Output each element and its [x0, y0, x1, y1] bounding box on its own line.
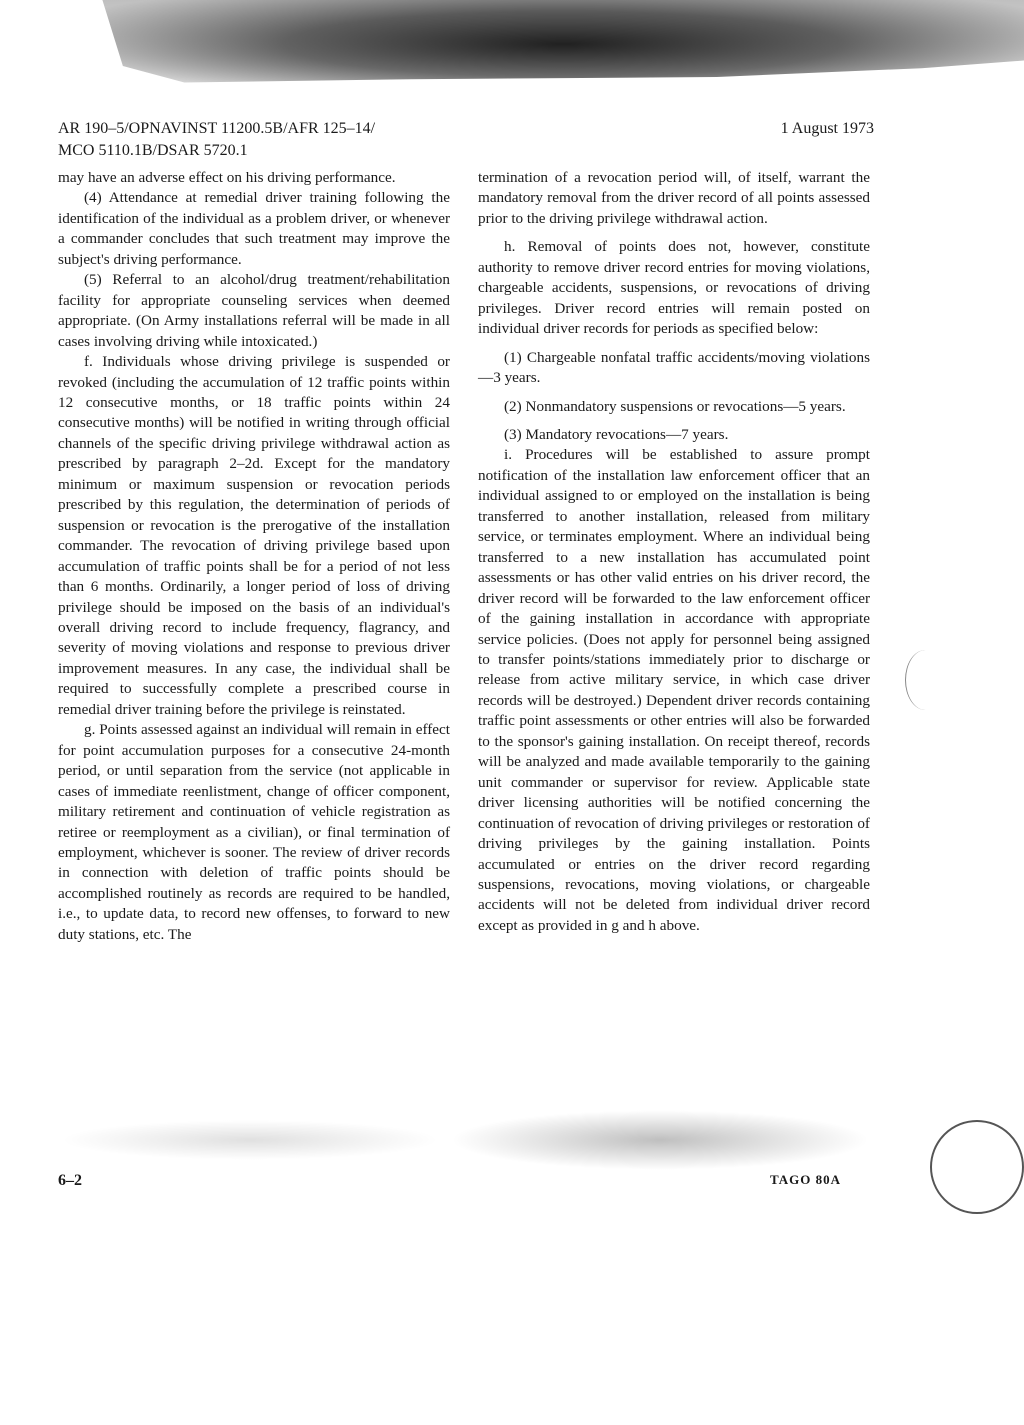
designation-line-1: AR 190–5/OPNAVINST 11200.5B/AFR 125–14/: [58, 120, 376, 137]
paragraph: termination of a revocation period will, of itself, warrant the mandatory removal from the driver record of all points assessed prior to the driving privilege withdrawal action.: [478, 169, 870, 227]
paragraph: f. Individuals whose driving privilege is suspended or revoked (including the accumulation of 12 traffic points within 12 consecutive months, or 18 traffic points within 24 consecutive months) will be notified in writing through official channels of the specific driving privilege withdrawal action as prescribed by paragraph 2–2d. Except for the mandatory minimum or maximum suspension or revocation periods prescribed by this regulation, the determination of periods of suspension or revocation is the prerogative of the installation commander. The revocation of driving privilege based upon accumulation of traffic points shall be for a period of not less than 6 months. Ordinarily, a longer period of loss of driving privilege should be imposed on the basis of an individual's overall driving record to include frequency, flagrancy, and severity of moving violations and response to previous driver improvement measures. In any case, the individual shall be required to successfully complete a prescribed course in remedial driver training before the privilege is reinstated.: [58, 353, 450, 718]
scan-artifact-top: [0, 0, 1024, 110]
circular-stamp-mark: [930, 1120, 1024, 1214]
left-column: [58, 168, 450, 945]
list-item: (2) Nonmandatory suspensions or revocations—5 years.: [504, 397, 846, 415]
form-code: TAGO 80A: [770, 1172, 841, 1187]
paragraph: (5) Referral to an alcohol/drug treatment/rehabilitation facility for appropriate counseling services when deemed appropriate. (On Army installations referral will be made in all cases involving driving while intoxicated.): [58, 271, 450, 350]
page-number: 6–2: [58, 1172, 82, 1189]
publication-date: 1 August 1973: [780, 120, 874, 137]
regulation-designation: [58, 118, 578, 162]
right-column: [478, 168, 870, 936]
paragraph: (4) Attendance at remedial driver training following the identification of the individual as a problem driver, or whenever a commander concludes that such treatment may improve the subject's driving performance.: [58, 189, 450, 268]
designation-line-2: MCO 5110.1B/DSAR 5720.1: [58, 142, 248, 159]
scan-smudge: [60, 1120, 440, 1160]
list-item: (3) Mandatory revocations—7 years.: [504, 425, 729, 443]
list-item: (1) Chargeable nonfatal traffic accidents/moving violations—3 years.: [478, 348, 870, 387]
paragraph: h. Removal of points does not, however, constitute authority to remove driver record entries for moving violations, chargeable accidents, suspensions, or revocations of driving privileges. Driver record entries will remain posted on individual driver records for periods as specified below:: [478, 238, 870, 338]
margin-bracket-mark: [905, 650, 946, 710]
paragraph: i. Procedures will be established to assure prompt notification of the installation law enforcement officer that an individual assigned to or employed on the installation is being transferred to another installation, released from military service, or terminates employment. Where an individual being transferred to a new installation has accumulated point assessments or has other valid entries on his driver record, the driver record will be forwarded to the law enforcement officer of the gaining installation in accordance with appropriate service policies. (Does not apply for personnel being assigned to transfer points/stations immediately prior to discharge or release from active military service, in which case driver records will be destroyed.) Dependent driver records containing traffic point assessments or other entries will also be forwarded to the sponsor's gaining installation. On receipt thereof, records will be analyzed and made available temporarily to the gaining unit commander or supervisor for review. Applicable state driver licensing authorities will be notified concerning the continuation of revocation of driving privileges or restoration of driving privileges by the gaining installation. Points accumulated or entries on the driver record regarding suspensions, revocations, moving violations, or chargeable accidents will not be deleted from individual driver record except as provided in g and h above.: [478, 446, 870, 934]
scan-smudge: [450, 1110, 870, 1170]
paragraph: may have an adverse effect on his driving performance.: [58, 169, 396, 186]
paragraph: g. Points assessed against an individual will remain in effect for point accumulation purposes for a consecutive 24-month period, or until separation from the service (not applicable in cases of immediate reenlistment, change of officer component, military retirement and continuation of vehicle registration as retiree or reemployment as a civilian), or final termination of employment, whichever is sooner. The review of driver records in connection with deletion of traffic points should be accomplished routinely as records are required to be handled, i.e., to update data, to record new offenses, to forward to new duty stations, etc. The: [58, 721, 450, 943]
